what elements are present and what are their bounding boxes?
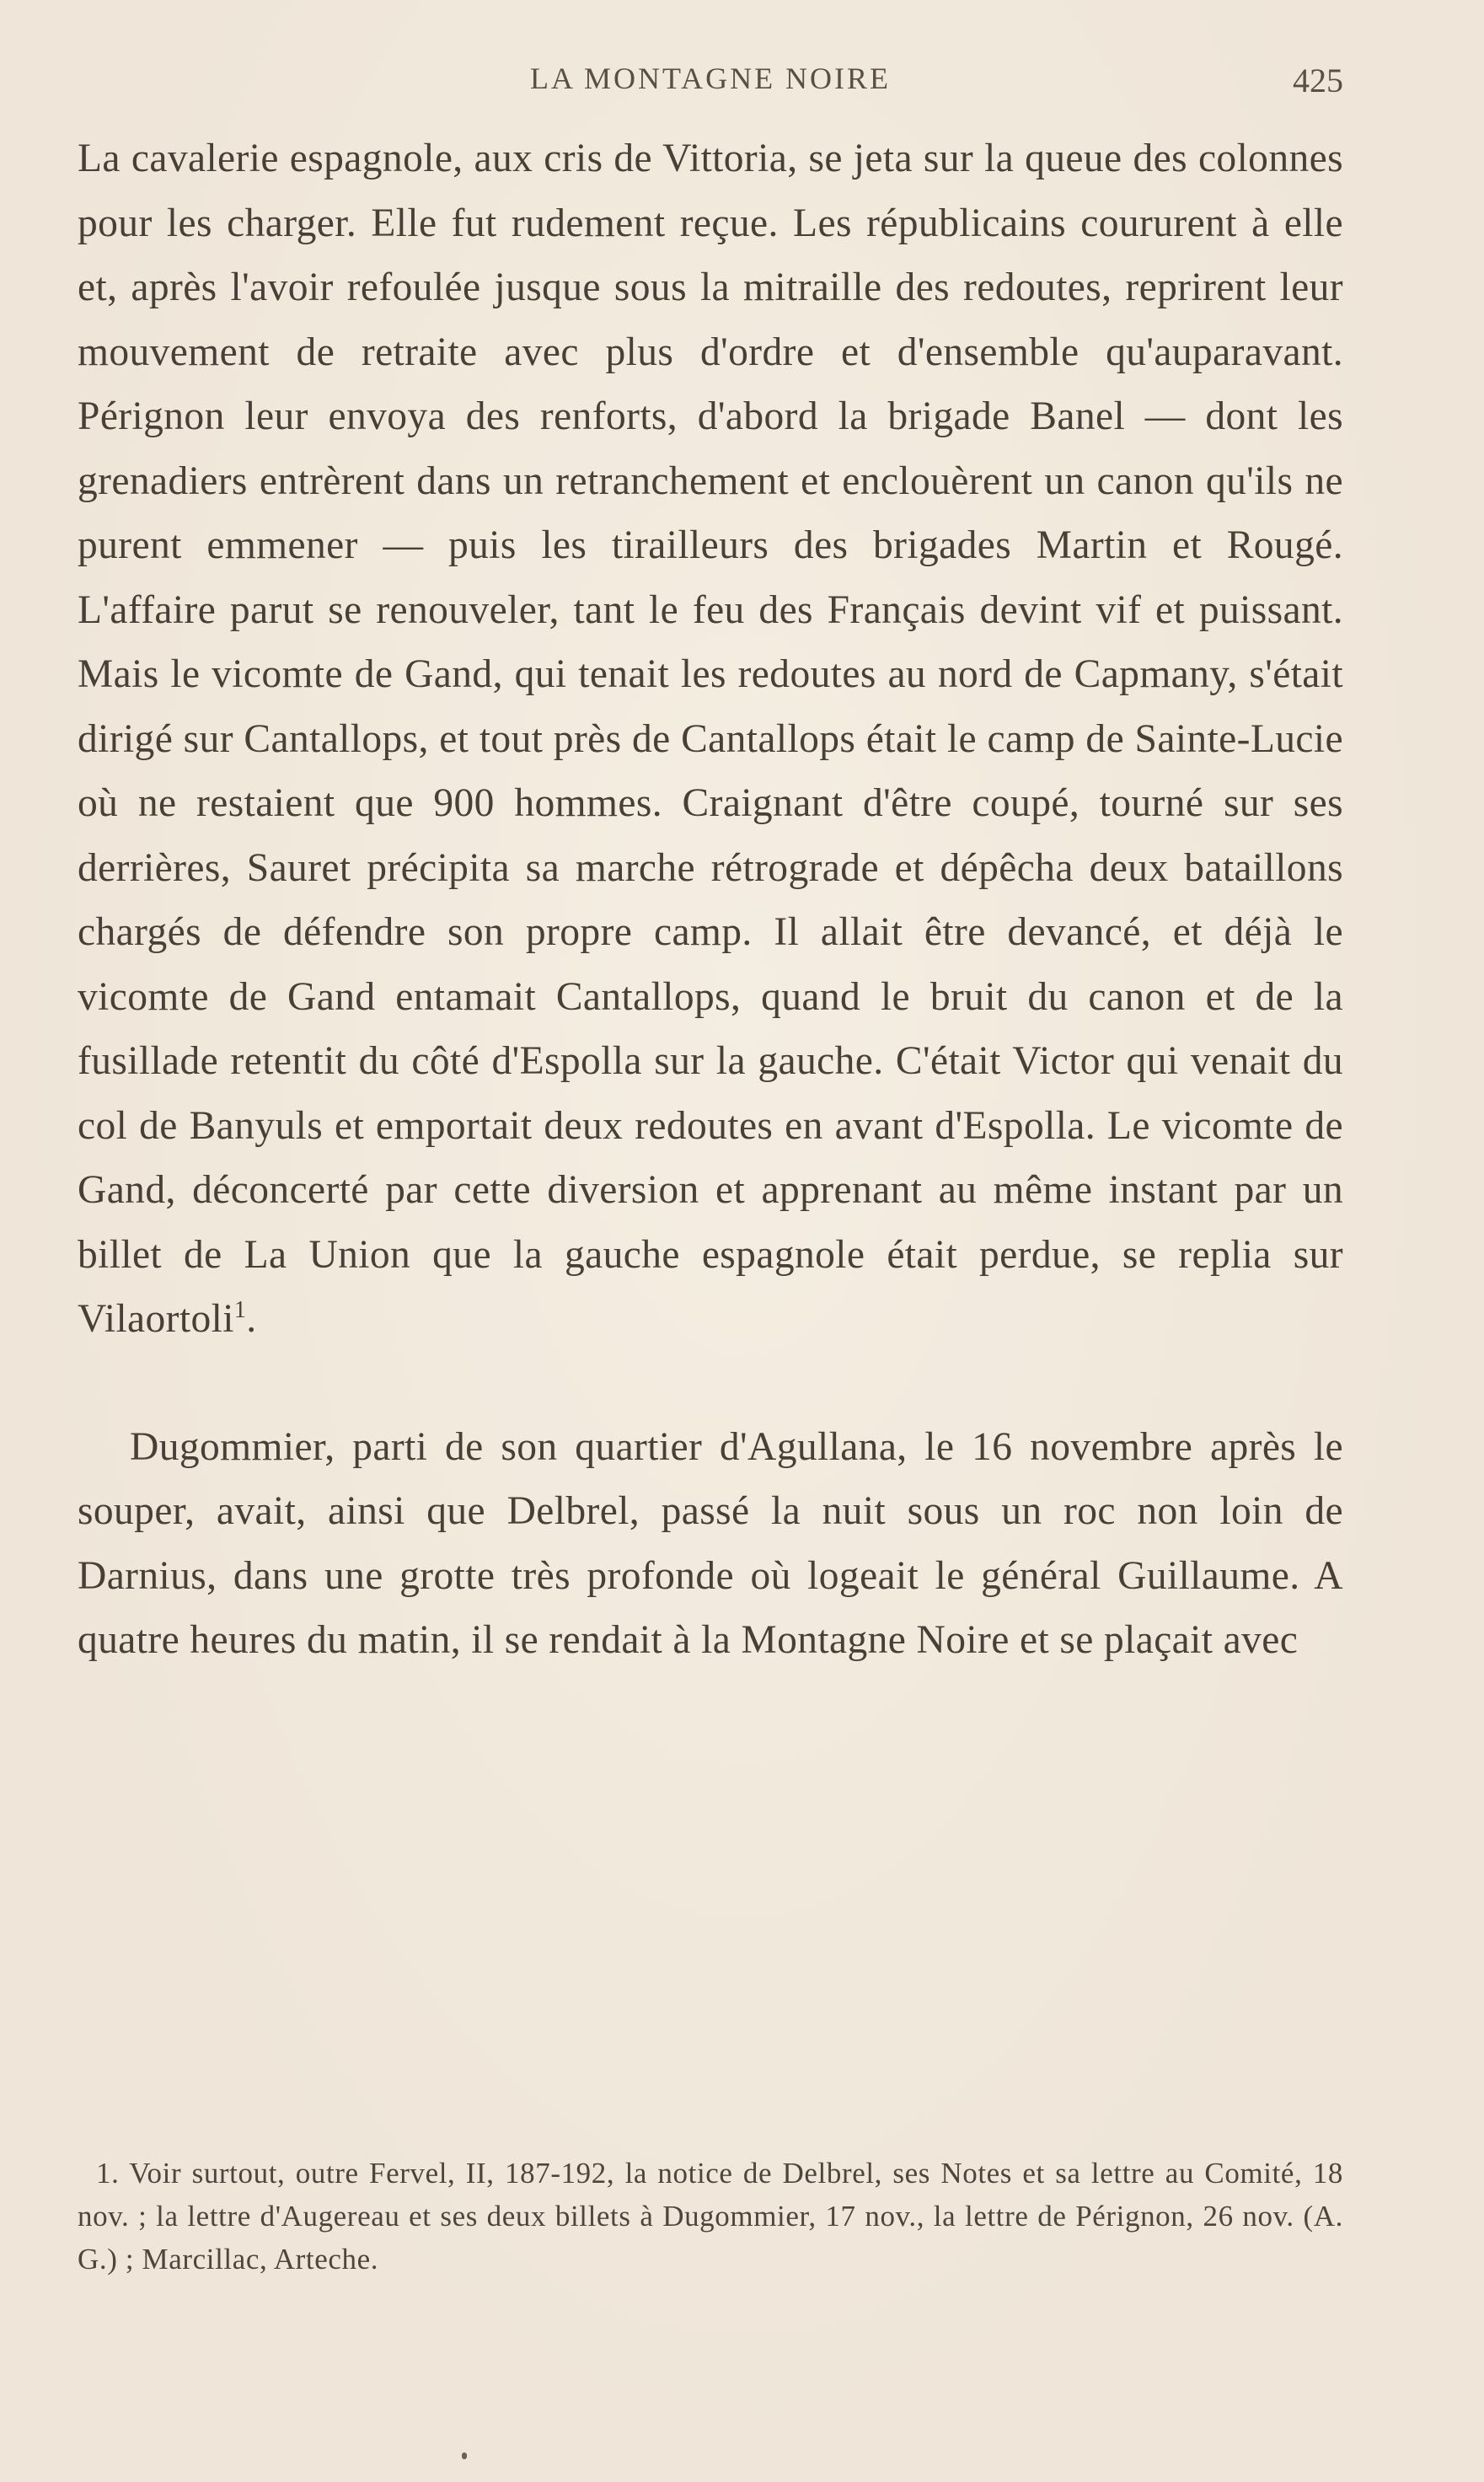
paragraph bbox=[78, 126, 1343, 1352]
paragraph-text: La cavalerie espagnole, aux cris de Vittoria, se jeta sur la queue des colonnes pour les charger. Elle fut rudement reçue. Les républicains coururent à elle et, après l'avoir refoulée jusque sous la mitraille des redoutes, reprirent leur mouvement de retraite avec plus d'ordre et d'ensemble qu'auparavant. Pérignon leur envoya des renforts, d'abord la brigade Banel — dont les grenadiers entrèrent dans un retranchement et enclouèrent un canon qu'ils ne purent emmener — puis les tirailleurs des brigades Martin et Rougé. L'affaire parut se renouveler, tant le feu des Français devint vif et puissant. Mais le vicomte de Gand, qui tenait les redoutes au nord de Capmany, s'était dirigé sur Cantallops, et tout près de Cantallops était le camp de Sainte-Lucie où ne restaient que 900 hommes. Craignant d'être coupé, tourné sur ses derrières, Sauret précipita sa marche rétrograde et dépêcha deux bataillons chargés de défendre son propre camp. Il allait être devancé, et déjà le vicomte de Gand entamait Cantallops, quand le bruit du canon et de la fusillade retentit du côté d'Espolla sur la gauche. C'était Victor qui venait du col de Banyuls et emportait deux redoutes en avant d'Espolla. Le vicomte de Gand, déconcerté par cette diversion et apprenant au même instant par un billet de La Union que la gauche espagnole était perdue, se replia sur Vilaortoli bbox=[78, 137, 1343, 1341]
paragraph: Dugommier, parti de son quartier d'Agullana, le 16 novembre après le souper, avait, ainsi que Delbrel, passé la nuit sous un roc non loin de Darnius, dans une grotte très profonde où logeait le général Guillaume. A quatre heures du matin, il se rendait à la Montagne Noire et se plaçait avec bbox=[78, 1424, 1343, 1662]
running-head bbox=[78, 61, 1343, 111]
paper-speck bbox=[462, 2453, 467, 2459]
running-title: LA MONTAGNE NOIRE bbox=[529, 62, 892, 95]
footnote: 1. Voir surtout, outre Fervel, II, 187-192, la notice de Delbrel, ses Notes et sa lettre au Comité, 18 nov. ; la lettre d'Augereau et ses deux billets à Dugommier, 17 nov., la lettre de Pérignon, 26 nov. (A. G.) ; Marcillac, Arteche. bbox=[78, 2157, 1343, 2276]
footnote-reference: 1 bbox=[233, 1297, 247, 1324]
paragraph-end: . bbox=[246, 1297, 257, 1341]
page-number: 425 bbox=[1293, 62, 1343, 99]
body-text bbox=[78, 126, 1343, 1673]
footnotes bbox=[78, 2152, 1343, 2281]
